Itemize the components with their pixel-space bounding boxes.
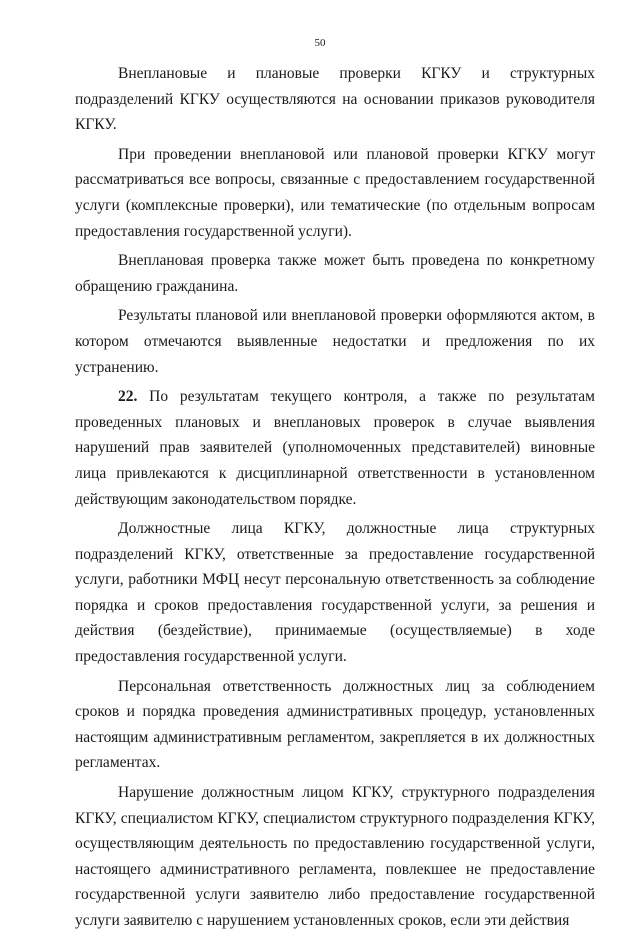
paragraph-violation-by-official: Нарушение должностным лицом КГКУ, структурного подразделения КГКУ, специалистом КГКУ, специалистом структурного подразделения КГКУ, осуществляющим деятельность по предоставлению государственной услуги, настоящего административного регламента, повлекшее не предоставление государственной услуги заявителю либо предоставление государственной услуги заявителю с нарушением установленных сроков, если эти действия <box>75 784 595 929</box>
paragraph-item-22 <box>75 384 595 512</box>
document-body <box>75 61 595 938</box>
paragraph-unscheduled-and-scheduled-inspections: Внеплановые и плановые проверки КГКУ и структурных подразделений КГКУ осуществляются на основании приказов руководителя КГКУ. <box>75 65 595 134</box>
paragraph-citizen-appeal-inspection: Внеплановая проверка также может быть проведена по конкретному обращению гражданина. <box>75 252 595 295</box>
paragraph-personal-responsibility-officials: Должностные лица КГКУ, должностные лица структурных подразделений КГКУ, ответственные за предоставление государственной услуги, работники МФЦ несут персональную ответственность за соблюдение порядка и сроков предоставления государственной услуги, за решения и действия (бездействие), принимаемые (осуществляемые) в ходе предоставления государственной услуги. <box>75 520 595 666</box>
page-number: 50 <box>314 37 326 49</box>
item-22-text: По результатам текущего контроля, а также по результатам проведенных плановых и внеплановых проверок в случае выявления нарушений прав заявителей (уполномоченных представителей) виновные лица привлекаются к дисциплинарной ответственности в установленном действующим законодательством порядке. <box>75 388 595 508</box>
paragraph-inspection-results-act: Результаты плановой или внеплановой проверки оформляются актом, в котором отмечаются выявленные недостатки и предложения по их устранению. <box>75 307 595 376</box>
paragraph-inspection-scope: При проведении внеплановой или плановой проверки КГКУ могут рассматриваться все вопросы, связанные с предоставлением государственной услуги (комплексные проверки), или тематические (по отдельным вопросам предоставления государственной услуги). <box>75 145 595 240</box>
paragraph-responsibility-in-regulations: Персональная ответственность должностных лиц за соблюдением сроков и порядка проведения административных процедур, установленных настоящим административным регламентом, закрепляется в их должностных регламентах. <box>75 677 595 772</box>
item-number: 22. <box>118 388 138 406</box>
